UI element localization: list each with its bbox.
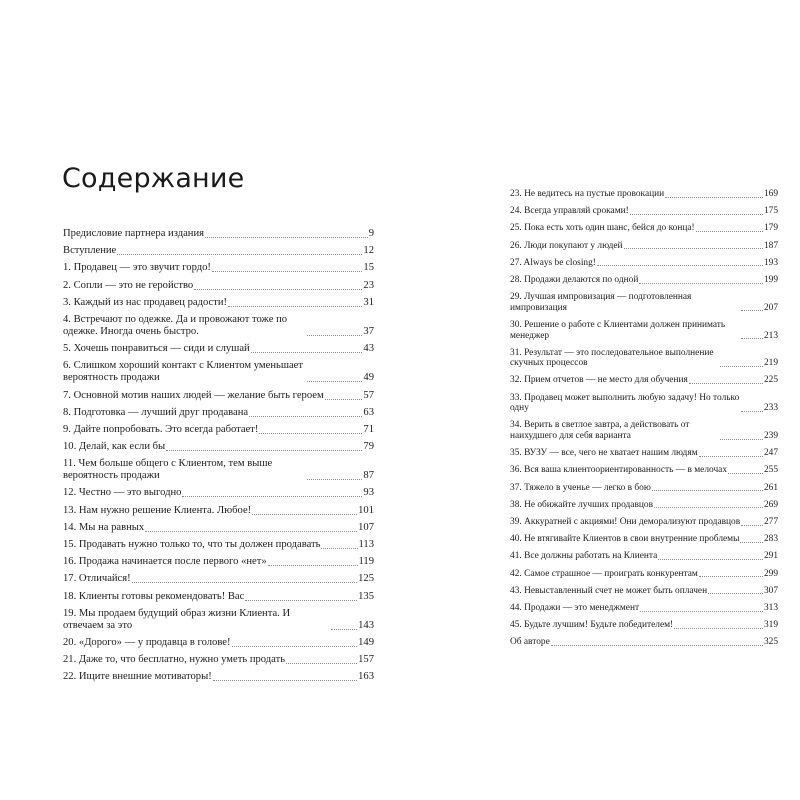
dot-leader [640, 610, 763, 612]
toc-entry [510, 420, 778, 441]
toc-entry [510, 393, 778, 414]
toc-entry-page: 87 [363, 470, 374, 482]
dot-leader [205, 236, 368, 238]
dot-leader [720, 365, 763, 367]
dot-leader [259, 432, 362, 434]
toc-entry [63, 228, 374, 240]
dot-leader [331, 628, 357, 630]
toc-entry-title: Об авторе [510, 637, 550, 648]
dot-leader [249, 415, 362, 417]
toc-entry-title: 26. Люди покупают у людей [510, 240, 623, 251]
toc-entry [63, 591, 374, 603]
toc-entry-title: Вступление [63, 245, 117, 257]
dot-leader [212, 270, 362, 272]
toc-entry [510, 375, 778, 386]
dot-leader [741, 337, 762, 339]
dot-leader [699, 575, 763, 577]
toc-entry-page: 15 [363, 262, 374, 274]
toc-entry-page: 187 [763, 240, 778, 251]
toc-entry [510, 448, 778, 459]
toc-entry-title: 4. Встречают по одежке. Да и провожают тоже по одежке. Иногда очень быстро. [63, 313, 288, 337]
toc-entry [510, 620, 778, 631]
toc-entry [63, 505, 374, 517]
toc-entry [510, 275, 778, 286]
toc-entry-page: 199 [763, 274, 778, 285]
toc-right-column [510, 189, 778, 654]
toc-entry [63, 280, 374, 292]
toc-entry-title: 45. Будьте лучшим! Будьте победителем! [510, 620, 674, 631]
toc-left-column [63, 228, 374, 689]
dot-leader [741, 524, 763, 526]
toc-entry [510, 241, 778, 252]
toc-entry [63, 360, 374, 384]
toc-entry-page: 157 [358, 654, 374, 666]
dot-leader [658, 558, 763, 560]
toc-entry-title: 18. Клиенты готовы рекомендовать! Вас [63, 590, 245, 602]
dot-leader [639, 282, 763, 284]
toc-entry-title: 36. Вся ваша клиентоориентированность — в мелочах [510, 465, 728, 476]
dot-leader [740, 541, 763, 543]
toc-entry-title: 17. Отличайся! [63, 573, 131, 585]
toc-entry [63, 671, 374, 683]
toc-entry-page: 12 [363, 245, 374, 257]
toc-entry [510, 517, 778, 528]
toc-entry-page: 9 [368, 228, 374, 239]
toc-entry [510, 534, 778, 545]
toc-entry-page: 307 [763, 585, 778, 596]
dot-leader [166, 449, 362, 451]
toc-entry [510, 223, 778, 234]
toc-entry [63, 441, 374, 453]
toc-entry-page: 71 [363, 423, 374, 435]
toc-entry-page: 125 [358, 573, 374, 585]
dot-leader [245, 599, 357, 601]
toc-entry [63, 314, 374, 338]
toc-entry [63, 297, 374, 309]
toc-entry-title: 12. Честно — это выгодно [63, 487, 182, 499]
toc-entry-title: 27. Always be closing! [510, 257, 596, 268]
toc-entry-page: 247 [763, 448, 778, 459]
toc-entry [510, 637, 778, 648]
dot-leader [325, 398, 363, 400]
toc-entry-page: 255 [763, 465, 778, 476]
dot-leader [741, 309, 762, 311]
toc-entry-page: 31 [363, 296, 374, 308]
toc-entry-title: 28. Продажи делаются по одной [510, 274, 639, 285]
toc-entry-title: 44. Продажи — это менеджмент [510, 602, 640, 613]
toc-entry-title: 43. Невыставленный счет не может быть оплачен [510, 585, 708, 596]
toc-entry [63, 487, 374, 499]
toc-entry-page: 49 [363, 372, 374, 384]
toc-entry-title: 22. Ищите внешние мотиваторы! [63, 671, 212, 683]
toc-entry-title: 21. Даже то, что бесплатно, нужно уметь продать [63, 654, 286, 666]
toc-entry-title: 3. Каждый из нас продавец радости! [63, 296, 228, 308]
toc-entry [510, 320, 778, 341]
toc-entry [63, 637, 374, 649]
page-title: Содержание [62, 163, 245, 194]
toc-entry-page: 213 [763, 330, 778, 341]
dot-leader [720, 438, 763, 440]
dot-leader [251, 351, 363, 353]
toc-entry [63, 573, 374, 585]
toc-entry-page: 143 [358, 619, 374, 631]
dot-leader [689, 382, 763, 384]
toc-entry-title: 5. Хочешь понравиться — сиди и слушай [63, 343, 250, 355]
dot-leader [307, 380, 363, 382]
dot-leader [551, 644, 763, 646]
toc-entry-page: 63 [363, 406, 374, 418]
toc-entry-page: 325 [763, 637, 778, 648]
toc-entry-title: 33. Продавец может выполнить любую задачу! Но только одну [510, 392, 740, 414]
toc-entry-page: 79 [363, 441, 374, 453]
toc-entry [510, 483, 778, 494]
toc-entry-page: 277 [763, 516, 778, 527]
toc-entry [510, 258, 778, 269]
toc-entry [63, 343, 374, 355]
toc-entry-title: 7. Основной мотив наших людей — желание быть героем [63, 389, 324, 401]
toc-entry-page: 319 [763, 620, 778, 631]
toc-entry [510, 586, 778, 597]
toc-entry [63, 390, 374, 402]
toc-entry-title: 10. Делай, как если бы [63, 441, 166, 453]
toc-entry-page: 179 [763, 223, 778, 234]
toc-entry-title: 2. Сопли — это не геройство [63, 279, 194, 291]
toc-entry-page: 37 [363, 325, 374, 337]
dot-leader [652, 489, 763, 491]
toc-entry-page: 113 [358, 539, 374, 550]
toc-entry-page: 225 [763, 375, 778, 386]
toc-entry [63, 407, 374, 419]
toc-entry-title: 13. Нам нужно решение Клиента. Любое! [63, 504, 252, 516]
toc-entry-title: 42. Самое страшное — проиграть конкурентам [510, 568, 698, 579]
toc-entry-title: 24. Всегда управляй сроками! [510, 206, 629, 217]
toc-entry-title: 19. Мы продаем будущий образ жизни Клиента. И отвечаем за это [63, 607, 291, 631]
toc-entry-page: 43 [363, 343, 374, 355]
dot-leader [654, 506, 763, 508]
toc-entry [510, 348, 778, 369]
dot-leader [307, 478, 363, 480]
dot-leader [624, 247, 763, 249]
toc-entry-title: 25. Пока есть хоть один шанс, бейся до конца! [510, 223, 695, 234]
toc-entry-page: 291 [763, 551, 778, 562]
toc-entry [63, 262, 374, 274]
toc-entry-title: 30. Решение о работе с Клиентами должен принимать менеджер [510, 319, 726, 341]
toc-entry-page: 135 [358, 590, 374, 602]
dot-leader [194, 288, 362, 290]
toc-entry-title: 31. Результат — это последовательное выполнение скучных процессов [510, 347, 714, 369]
dot-leader [708, 592, 763, 594]
dot-leader [286, 662, 357, 664]
dot-leader [597, 264, 763, 266]
toc-entry [510, 500, 778, 511]
dot-leader [741, 410, 762, 412]
toc-entry-title: 40. Не втягивайте Клиентов в свои внутренние проблемы [510, 534, 740, 545]
dot-leader [696, 230, 763, 232]
toc-entry-page: 261 [763, 482, 778, 493]
toc-entry-page: 119 [358, 556, 374, 568]
toc-entry [63, 556, 374, 568]
dot-leader [665, 196, 763, 198]
toc-entry [63, 458, 374, 482]
dot-leader [321, 547, 357, 549]
toc-entry-page: 57 [363, 389, 374, 401]
dot-leader [182, 495, 362, 497]
dot-leader [232, 645, 358, 647]
toc-entry-title: 16. Продажа начинается после первого «нет» [63, 556, 267, 568]
dot-leader [252, 513, 357, 515]
toc-entry [510, 551, 778, 562]
toc-entry-page: 23 [363, 279, 374, 291]
toc-entry-title: 38. Не обижайте лучших продавцов [510, 499, 654, 510]
toc-entry [510, 206, 778, 217]
toc-entry [63, 522, 374, 534]
dot-leader [228, 305, 362, 307]
toc-entry [510, 603, 778, 614]
toc-entry-page: 149 [358, 636, 374, 648]
dot-leader [307, 334, 363, 336]
toc-entry-page: 175 [763, 206, 778, 217]
toc-entry-title: 34. Верить в светлое завтра, а действовать от наихудшего для себя варианта [510, 420, 690, 442]
toc-entry-page: 207 [763, 302, 778, 313]
dot-leader [132, 581, 357, 583]
toc-entry-title: 23. Не ведитесь на пустые провокации [510, 189, 665, 199]
toc-entry-title: 14. Мы на равных [63, 521, 145, 533]
toc-entry-title: 1. Продавец — это звучит гордо! [63, 262, 211, 274]
dot-leader [699, 455, 763, 457]
toc-entry-title: 20. «Дорого» — у продавца в голове! [63, 636, 231, 648]
toc-entry [63, 424, 374, 436]
toc-entry-page: 283 [763, 534, 778, 545]
dot-leader [268, 564, 358, 566]
toc-entry [63, 539, 374, 551]
toc-entry-page: 193 [763, 257, 778, 268]
toc-entry-page: 163 [358, 671, 374, 683]
toc-entry-page: 239 [763, 431, 778, 442]
toc-entry-page: 269 [763, 499, 778, 510]
toc-entry-title: 11. Чем больше общего с Клиентом, тем выше вероятность продажи [63, 458, 273, 482]
toc-entry [510, 465, 778, 476]
toc-entry-page: 169 [763, 189, 778, 199]
toc-entry [510, 569, 778, 580]
toc-entry-title: 8. Подготовка — лучший друг продавана [63, 406, 249, 418]
toc-entry-page: 299 [763, 568, 778, 579]
dot-leader [145, 530, 357, 532]
toc-entry [510, 189, 778, 200]
toc-entry [63, 245, 374, 257]
toc-entry-title: 15. Продавать нужно только то, что ты должен продавать [63, 539, 321, 550]
toc-entry-page: 107 [358, 521, 374, 533]
toc-entry-title: 39. Аккуратней с акциями! Они деморализуют продавцов [510, 516, 741, 527]
toc-entry [63, 608, 374, 632]
toc-entry-title: 37. Тяжело в ученье — легко в бою [510, 482, 651, 493]
toc-entry-title: 32. Прием отчетов — не место для обучения [510, 375, 688, 386]
toc-entry-page: 219 [763, 358, 778, 369]
toc-entry-title: 35. ВУЗУ — все, чего не хватает нашим людям [510, 448, 698, 459]
dot-leader [728, 472, 763, 474]
toc-entry-page: 101 [358, 504, 374, 516]
toc-entry-title: 41. Все должны работать на Клиента [510, 551, 658, 562]
toc-entry [63, 654, 374, 666]
dot-leader [213, 679, 357, 681]
dot-leader [630, 213, 763, 215]
toc-entry-title: 29. Лучшая импровизация — подготовленная импровизация [510, 292, 692, 313]
toc-entry-title: 6. Слишком хороший контакт с Клиентом уменьшает вероятность продажи [63, 360, 304, 384]
toc-entry-title: 9. Дайте попробовать. Это всегда работает! [63, 423, 259, 435]
dot-leader [117, 253, 362, 255]
dot-leader [674, 627, 763, 629]
toc-entry-page: 93 [363, 487, 374, 499]
toc-entry-title: Предисловие партнера издания [63, 228, 205, 239]
toc-entry-page: 313 [763, 602, 778, 613]
toc-entry-page: 233 [763, 403, 778, 414]
toc-entry [510, 292, 778, 313]
